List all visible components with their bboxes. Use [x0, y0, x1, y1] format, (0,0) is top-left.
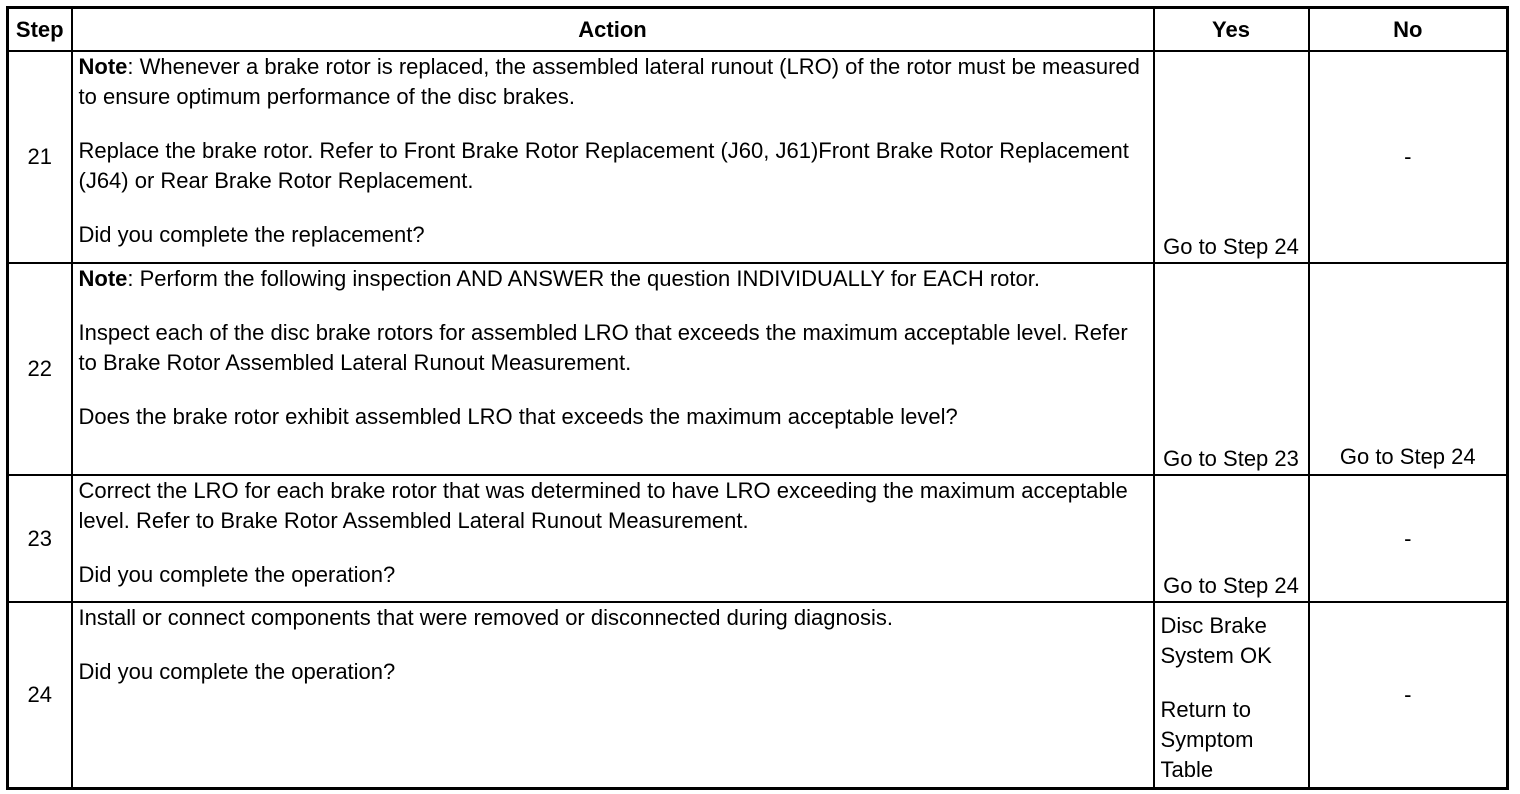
note-label: Note — [78, 266, 128, 291]
no-cell: Go to Step 24 — [1309, 263, 1508, 475]
step-number: 22 — [8, 263, 72, 475]
note-label: Note — [78, 54, 128, 79]
yes-cell: Go to Step 23 — [1154, 263, 1309, 475]
action-cell — [72, 263, 1154, 475]
note — [79, 52, 1147, 112]
question-text: Did you complete the operation? — [78, 659, 396, 684]
instruction-text: Install or connect components that were removed or disconnected during diagnosis. — [78, 605, 893, 630]
step-number: 21 — [8, 51, 72, 263]
action-cell — [72, 475, 1154, 602]
yes-cell: Go to Step 24 — [1154, 51, 1309, 263]
no-cell: - — [1309, 475, 1508, 602]
yes-cell: Go to Step 24 — [1154, 475, 1309, 602]
instruction-text: Replace the brake rotor. Refer to Front Brake Rotor Replacement (J60, J61)Front Brake Rotor Replacement (J64) or Rear Brake Rotor Replacement. — [78, 138, 1129, 193]
header-step: Step — [8, 8, 72, 52]
question-text: Did you complete the replacement? — [78, 222, 425, 247]
no-cell: - — [1309, 602, 1508, 788]
instruction-text: Correct the LRO for each brake rotor that was determined to have LRO exceeding the maximum acceptable level. Refer to Brake Rotor Assembled Lateral Runout Measurement. — [78, 478, 1128, 533]
action-cell — [72, 51, 1154, 263]
question-text: Does the brake rotor exhibit assembled LRO that exceeds the maximum acceptable level? — [78, 404, 958, 429]
question-text: Did you complete the operation? — [78, 562, 396, 587]
yes-result-return: Return to Symptom Table — [1160, 697, 1254, 782]
step-number: 23 — [8, 475, 72, 602]
instruction-text: Inspect each of the disc brake rotors for assembled LRO that exceeds the maximum acceptable level. Refer to Brake Rotor Assembled Lateral Runout Measurement. — [78, 320, 1128, 375]
table-row — [8, 51, 1508, 263]
yes-result-ok: Disc Brake System OK — [1160, 613, 1272, 668]
header-action: Action — [72, 8, 1154, 52]
action-cell — [72, 602, 1154, 788]
diagnostic-table — [6, 6, 1509, 790]
table-row — [8, 602, 1508, 788]
note — [79, 264, 1147, 294]
header-row — [8, 8, 1508, 52]
note-text: : Whenever a brake rotor is replaced, the assembled lateral runout (LRO) of the rotor must be measured to ensure optimum performance of the disc brakes. — [78, 54, 1140, 109]
table-row — [8, 475, 1508, 602]
yes-cell — [1154, 602, 1309, 788]
table-row — [8, 263, 1508, 475]
note-text: : Perform the following inspection AND ANSWER the question INDIVIDUALLY for EACH rotor. — [127, 266, 1040, 291]
no-cell: - — [1309, 51, 1508, 263]
step-number: 24 — [8, 602, 72, 788]
header-yes: Yes — [1154, 8, 1309, 52]
header-no: No — [1309, 8, 1508, 52]
